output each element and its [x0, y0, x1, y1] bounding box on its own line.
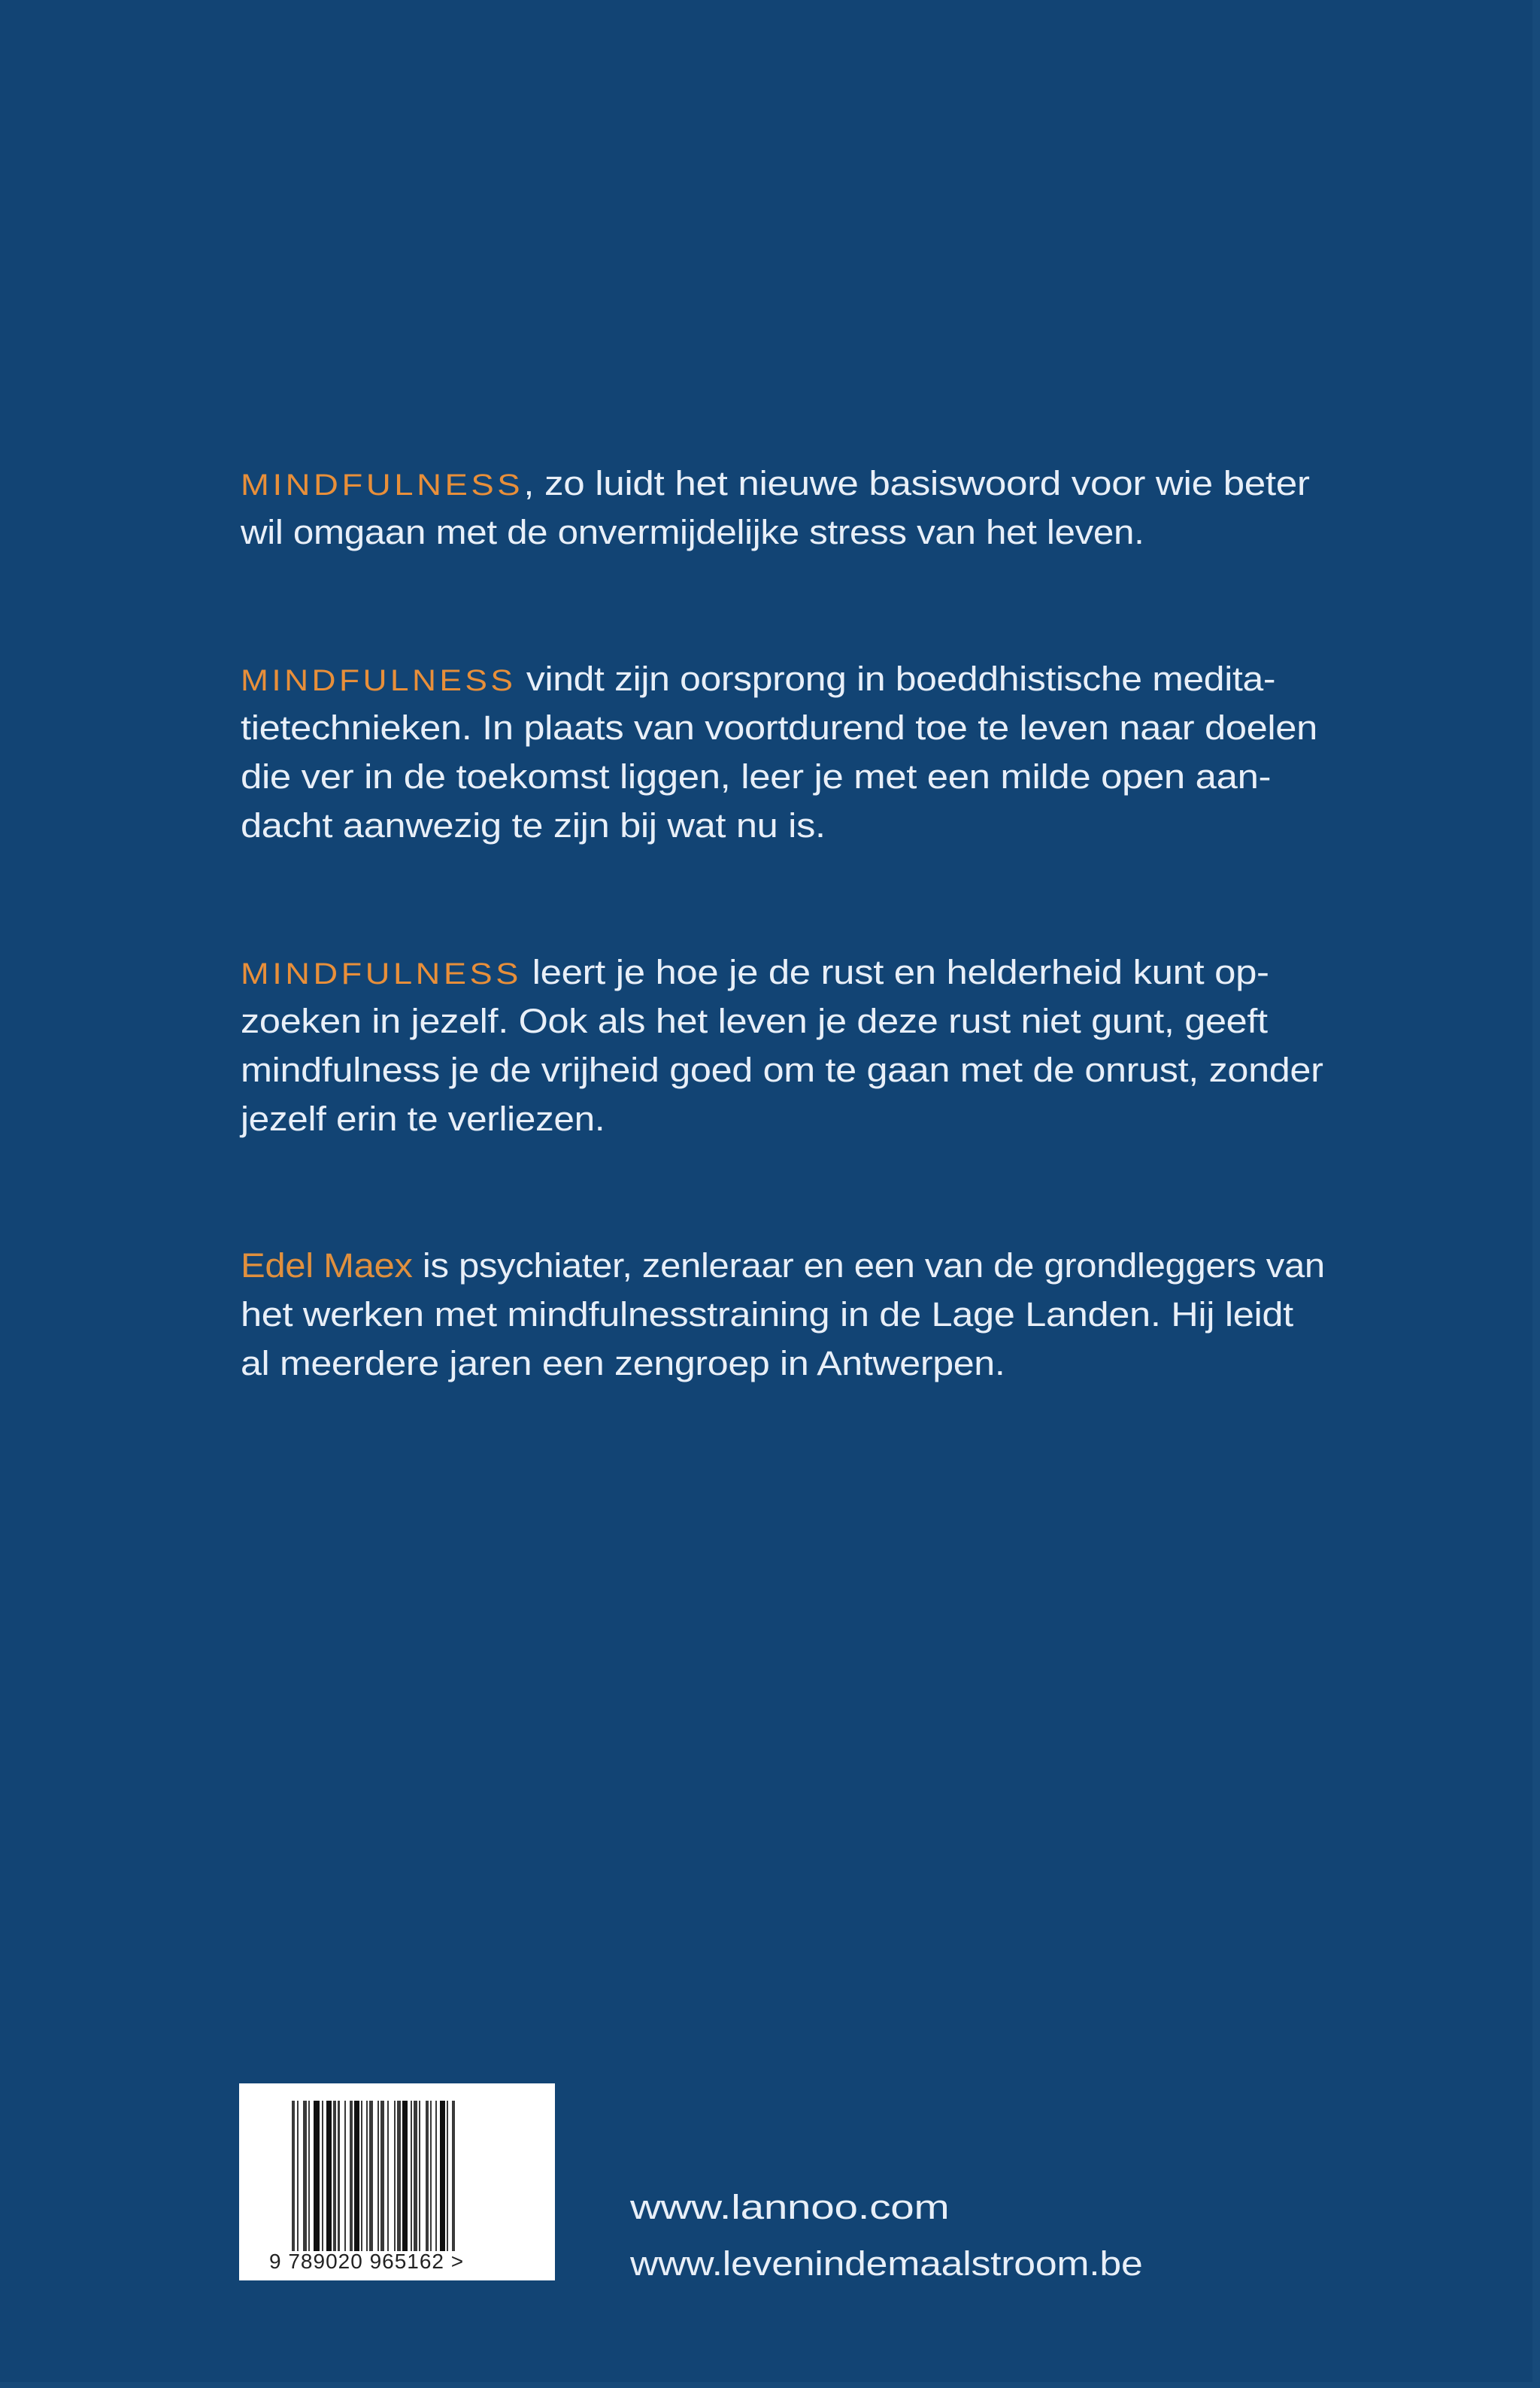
barcode-bar — [440, 2101, 445, 2251]
barcode-bar — [326, 2101, 332, 2251]
barcode-bar — [314, 2101, 320, 2251]
barcode-bars — [292, 2101, 496, 2251]
text-line: tietechnieken. In plaats van voortdurend toe te leven naar doelen — [241, 709, 1317, 747]
text-line: zoeken in jezelf. Ook als het leven je deze rust niet gunt, geeft — [241, 1002, 1268, 1040]
keyword-mindfulness: MINDFULNESS — [241, 469, 524, 502]
text-line: het werken met mindfulnesstraining in de Lage Landen. Hij leidt — [241, 1295, 1293, 1334]
text-span: vindt zijn oorsprong in boeddhistische medita- — [516, 660, 1276, 698]
barcode-bar — [455, 2101, 456, 2251]
text-line — [241, 662, 1275, 698]
keyword-mindfulness: MINDFULNESS — [241, 957, 522, 991]
barcode-digits: 9 789020 965162 > — [269, 2250, 465, 2273]
text-line: die ver in de toekomst liggen, leer je met een milde open aan- — [241, 757, 1272, 796]
text-line — [241, 955, 1269, 991]
text-line: dacht aanwezig te zijn bij wat nu is. — [241, 806, 826, 845]
barcode-bar — [402, 2101, 408, 2251]
text-line: al meerdere jaren een zengroep in Antwerpen. — [241, 1344, 1005, 1382]
barcode-bar — [299, 2101, 304, 2251]
text-line: mindfulness je de vrijheid goed om te gaan met de onrust, zonder — [241, 1051, 1323, 1089]
link-publisher-website[interactable]: www.lannoo.com — [630, 2188, 950, 2226]
text-line: wil omgaan met de onvermijdelijke stress van het leven. — [241, 513, 1144, 551]
text-line — [241, 466, 1310, 502]
keyword-mindfulness: MINDFULNESS — [241, 664, 517, 697]
text-line — [241, 1246, 1325, 1285]
barcode-bar — [373, 2101, 378, 2251]
barcode-bar — [389, 2101, 394, 2251]
isbn-barcode — [239, 2083, 555, 2280]
text-span: leert je hoe je de rust en helderheid kunt op- — [521, 953, 1269, 991]
text-line: jezelf erin te verliezen. — [241, 1100, 605, 1138]
link-book-website[interactable]: www.levenindemaalstroom.be — [630, 2244, 1143, 2283]
barcode-bar — [420, 2101, 426, 2251]
barcode-bar — [340, 2101, 345, 2251]
author-name: Edel Maex — [241, 1246, 413, 1285]
barcode-bar — [354, 2101, 359, 2251]
text-span: , zo luidt het nieuwe basiswoord voor wie beter — [523, 464, 1310, 502]
text-span: is psychiater, zenleraar en een van de grondleggers van — [412, 1246, 1325, 1285]
